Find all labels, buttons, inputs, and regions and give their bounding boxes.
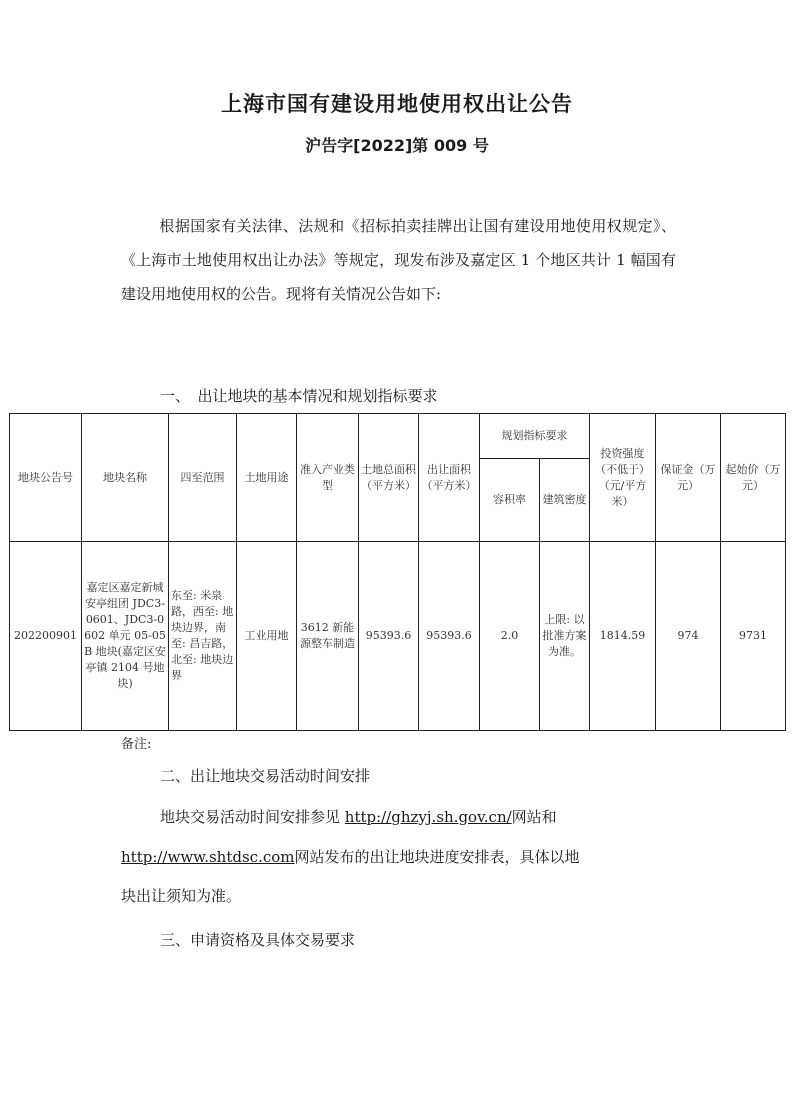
cell-boundaries: 东至: 米泉路，西至: 地块边界，南至: 昌吉路，北至: 地块边界 [169,542,237,731]
cell-total-area: 95393.6 [359,542,419,731]
cell-industry: 3612 新能源整车制造 [297,542,359,731]
shtdsc-link[interactable]: http://www.shtdsc.com [121,848,295,866]
section-1-heading: 一、 出让地块的基本情况和规划指标要求 [160,387,438,405]
document-title: 上海市国有建设用地使用权出让公告 [221,92,573,116]
parcel-table [9,413,786,731]
header-transfer-area: 出让面积（平方米） [419,414,480,542]
schedule-suffix: 网站发布的出让地块进度安排表，具体以地 [294,848,580,866]
header-parcel-name: 地块名称 [82,414,169,542]
table-note: 备注: [121,737,152,752]
schedule-line-3: 块出让须知为准。 [121,887,242,905]
cell-start-price: 9731 [721,542,786,731]
header-deposit: 保证金（万元） [656,414,721,542]
intro-text: 根据国家有关法律、法规和《招标拍卖挂牌出让国有建设用地使用权规定》、《上海市土地使用权出让办法》等规定，现发布涉及嘉定区 1 个地区共计 1 幅国有建设用地使用权的公告。现将有关情况公告如下: [121,217,676,303]
schedule-mid: 网站和 [511,808,557,826]
header-planning: 规划指标要求 [480,414,590,459]
schedule-line-2 [121,846,580,868]
cell-parcel-name: 嘉定区嘉定新城安亭组团 JDC3-0601、JDC3-0602 单元 05-05B 地块(嘉定区安亭镇 2104 号地块) [82,542,169,731]
ghzyj-link[interactable]: http://ghzyj.sh.gov.cn/ [344,808,512,826]
header-density: 建筑密度 [540,459,590,542]
cell-land-use: 工业用地 [237,542,297,731]
schedule-line-1 [160,806,557,828]
cell-far: 2.0 [480,542,540,731]
header-industry: 准入产业类型 [297,414,359,542]
section-2-heading: 二、出让地块交易活动时间安排 [160,767,371,785]
table-row [10,542,786,731]
cell-parcel-no: 202200901 [10,542,82,731]
table-header-row [10,414,786,459]
intro-paragraph [121,209,676,311]
cell-deposit: 974 [656,542,721,731]
header-boundaries: 四至范围 [169,414,237,542]
cell-investment: 1814.59 [590,542,656,731]
document-number: 沪告字[2022]第 009 号 [305,136,489,155]
header-far: 容积率 [480,459,540,542]
header-parcel-no: 地块公告号 [10,414,82,542]
header-start-price: 起始价（万元） [721,414,786,542]
cell-transfer-area: 95393.6 [419,542,480,731]
section-3-heading: 三、申请资格及具体交易要求 [160,931,356,949]
header-total-area: 土地总面积（平方米） [359,414,419,542]
cell-density: 上限: 以批准方案为准。 [540,542,590,731]
header-investment: 投资强度（不低于）（元/平方米） [590,414,656,542]
header-land-use: 土地用途 [237,414,297,542]
schedule-prefix: 地块交易活动时间安排参见 [160,808,345,826]
